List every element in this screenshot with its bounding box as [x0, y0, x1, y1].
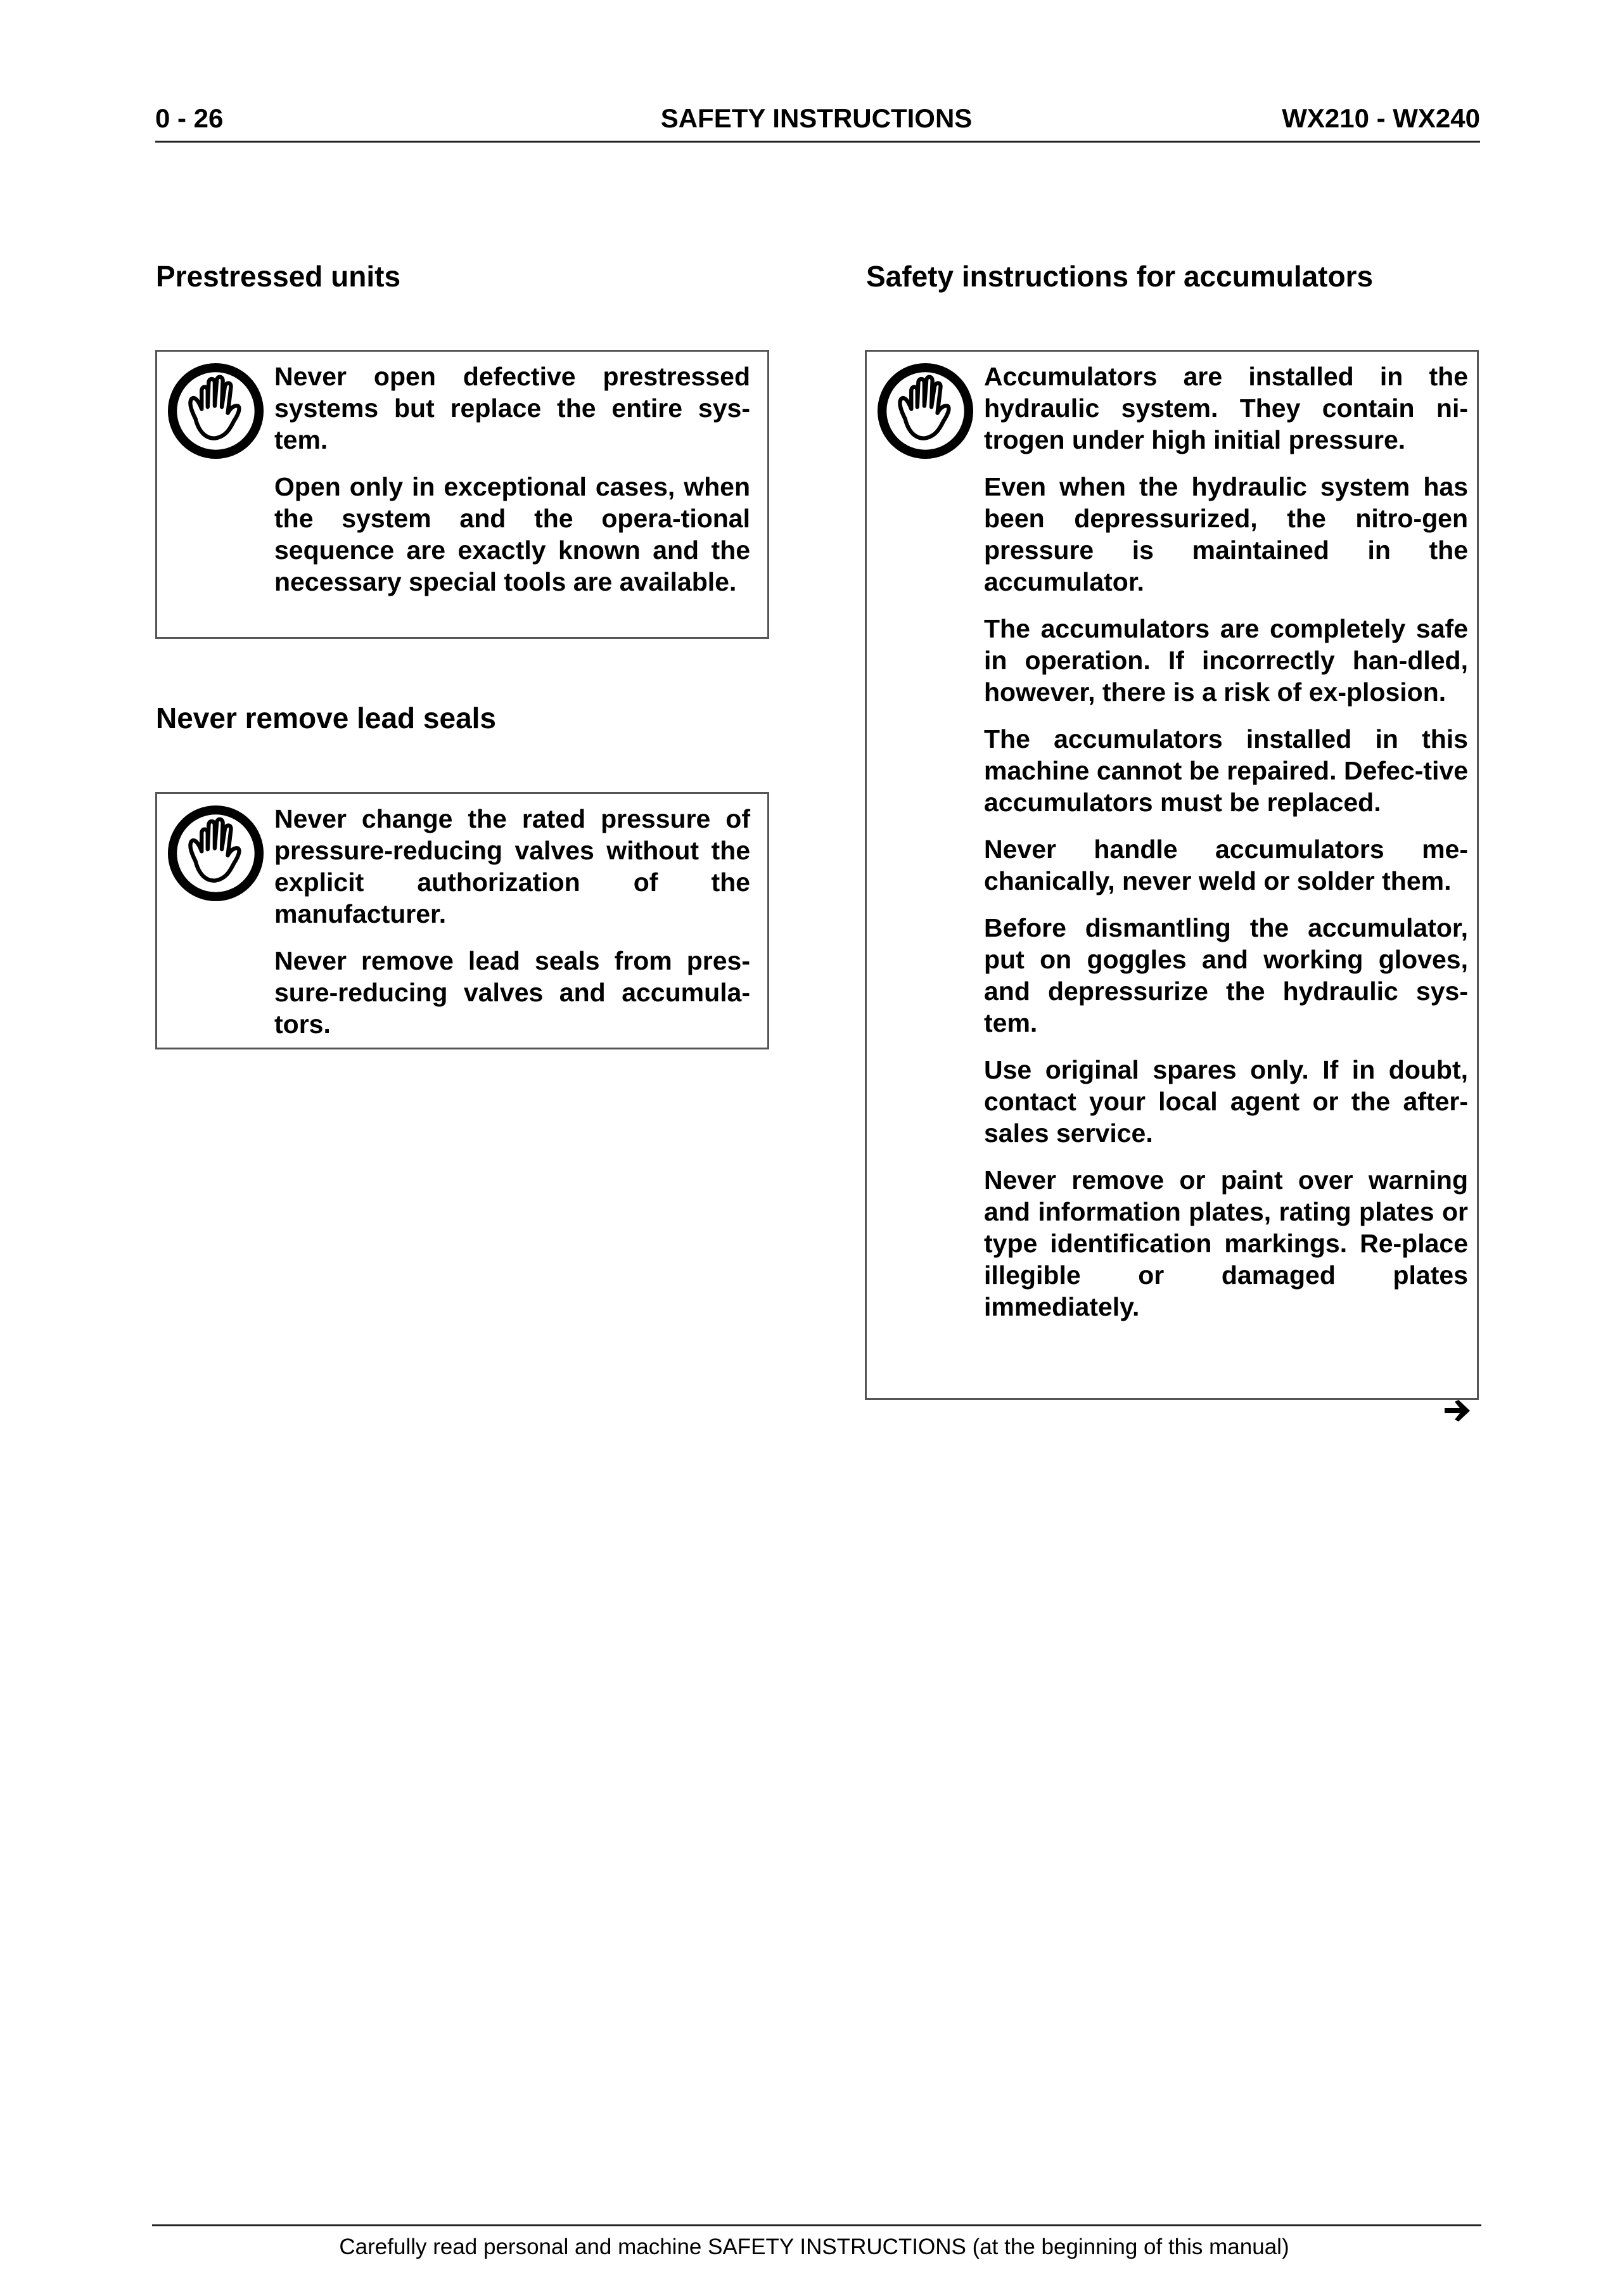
model-designation: WX210 - WX240: [1282, 103, 1480, 133]
paragraph: Never handle accumulators me-chanically, never weld or solder them.: [984, 835, 1468, 895]
paragraph: Never remove lead seals from pres-sure-reducing valves and accumula-tors.: [274, 946, 750, 1039]
paragraph: Open only in exceptional cases, when the system and the opera-tional sequence are exactly known and the necessary special tools are available.: [274, 472, 750, 596]
paragraph: Use original spares only. If in doubt, contact your local agent or the after-sales service.: [984, 1055, 1468, 1148]
warning-box-prestressed-units: [155, 350, 769, 639]
paragraph: Even when the hydraulic system has been depressurized, the nitro-gen pressure is maintained in the accumulator.: [984, 472, 1468, 596]
paragraph: Before dismantling the accumulator, put on goggles and working gloves, and depressurize the hydraulic sys-tem.: [984, 913, 1468, 1037]
footer-note: Carefully read personal and machine SAFETY INSTRUCTIONS (at the beginning of this manual): [339, 2235, 1289, 2259]
paragraph: The accumulators are completely safe in operation. If incorrectly han-dled, however, there is a risk of ex-plosion.: [984, 614, 1468, 707]
paragraph: Never open defective prestressed systems but replace the entire sys-tem.: [274, 362, 750, 454]
stop-hand-icon: [875, 361, 976, 461]
arrow-right-icon: [1443, 1399, 1471, 1422]
page-header-title: SAFETY INSTRUCTIONS: [660, 103, 973, 133]
stop-hand-icon: [165, 803, 266, 904]
section-title-lead-seals: Never remove lead seals: [156, 702, 497, 734]
stop-hand-icon: [165, 361, 266, 461]
page-number: 0 - 26: [155, 103, 224, 133]
section-title-prestressed-units: Prestressed units: [156, 260, 401, 293]
footer-rule: [152, 2224, 1481, 2226]
warning-box-lead-seals: [155, 792, 769, 1049]
paragraph: The accumulators installed in this machine cannot be repaired. Defec-tive accumulators must be replaced.: [984, 724, 1468, 817]
section-title-accumulators: Safety instructions for accumulators: [866, 260, 1374, 293]
warning-box-accumulators: [865, 350, 1479, 1400]
header-rule: [155, 141, 1480, 143]
paragraph: Accumulators are installed in the hydraulic system. They contain ni-trogen under high initial pressure.: [984, 362, 1468, 454]
paragraph: Never remove or paint over warning and information plates, rating plates or type identification markings. Re-place illegible or damaged plates immediately.: [984, 1165, 1468, 1321]
paragraph: Never change the rated pressure of pressure-reducing valves without the explicit authorization of the manufacturer.: [274, 804, 750, 928]
